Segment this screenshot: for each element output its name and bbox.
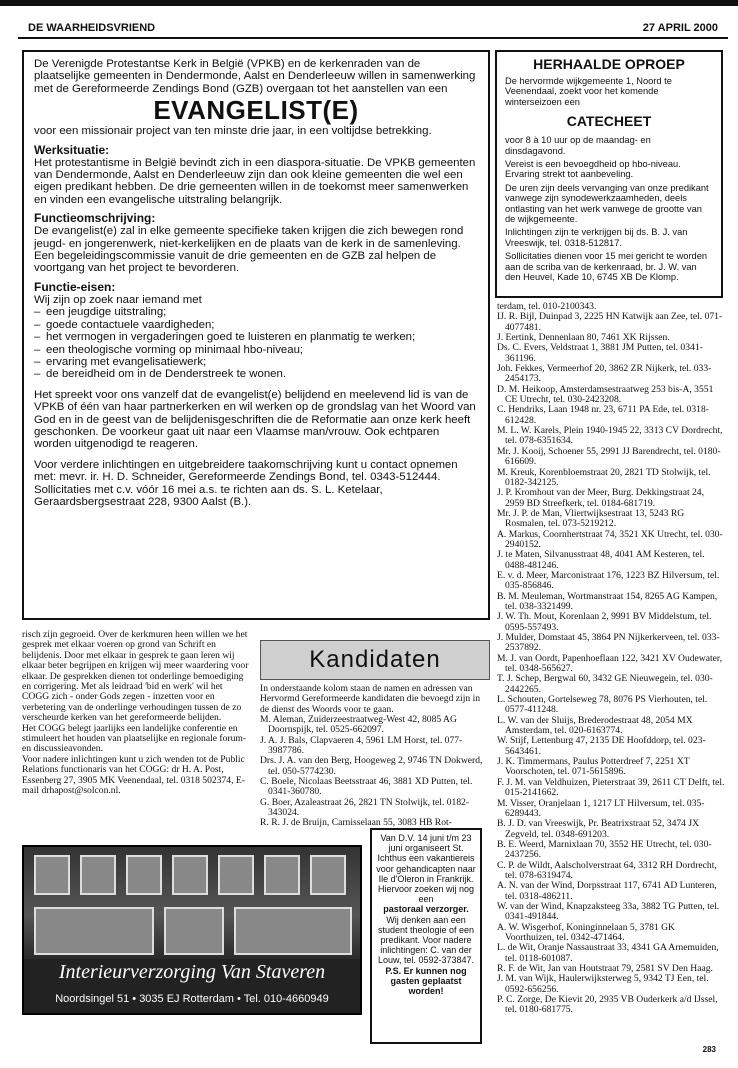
list-item: C. Boele, Nicolaas Beetsstraat 46, 3881 XD Putten, tel. 0341-360780. — [260, 776, 473, 798]
werk-text: Het protestantisme in België bevindt zich in een diaspora-situatie. De VPKB gemeenten van Dendermonde, Aalst en Denderleeuw zijn dan ook kleine gemeenten die wel een eigen predikant hebben. De drie gemeenten willen in de toekomst meer samenwerken en vinden een evangelische uitstraling belangrijk. — [34, 156, 476, 206]
list-item: terdam, tel. 010-2100343. — [497, 301, 597, 312]
kandidaten-list-continued — [497, 302, 725, 1016]
list-item: IJ. R. Bijl, Duinpad 3, 2225 HN Katwijk aan Zee, tel. 071-4077481. — [497, 311, 723, 333]
oproep-ad — [495, 50, 723, 298]
list-item: R. F. de Wit, Jan van Houtstraat 79, 2581 SV Den Haag. — [497, 963, 713, 974]
cogg-p1: risch zijn gegroeid. Over de kerkmuren heen willen we het gesprek met elkaar voeren op grond van Schrift en belijdenis. Door met elkaar in gesprek te gaan leren wij elkaar beter begrijpen en krijgen wij meer waardering voor elkaar. De gesprekken dienen tot onderlinge bemoediging en corrigering. Met als leidraad 'bid en werk' wil het COGG zich - onder Gods zegen - inzetten voor en verbetering van de onderlinge verhoudingen tussen de zo verscheurde kerken van het gereformeerde belijden. — [22, 629, 249, 724]
masthead-rule — [18, 37, 728, 39]
list-item: C. P. de Wildt, Aalscholverstraat 64, 3312 RH Dordrecht, tel. 078-6319474. — [497, 859, 717, 881]
ad-headline: EVANGELIST(E) — [153, 95, 359, 126]
list-item: D. M. Heikoop, Amsterdamsestraatweg 253 bis-A, 3551 CE Utrecht, tel. 030-2423208. — [497, 383, 714, 406]
ichthus-p1: Van D.V. 14 juni t/m 23 juni organiseert St. Ichthus een vakantiereis voor gehandicapten naar Ile d'Oleron in Frankrijk. Hiervoor zoeken wij nog een — [376, 833, 476, 905]
list-item: – goede contactuele vaardigheden; — [34, 319, 478, 331]
kandidaten-list — [260, 684, 490, 829]
contact-text: Voor verdere inlichtingen en uitgebreidere taakomschrijving kunt u contact opnemen met: mevr. ir. H. D. Schneider, Gereformeerde Zendings Bond, tel. 0343-512444. — [34, 458, 458, 484]
list-item: M. Aleman, Zuiderzeestraatweg-West 42, 8085 AG Doornspijk, tel. 0525-662097. — [260, 714, 457, 736]
interieur-brand: Interieurverzorging Van Staveren — [58, 961, 326, 983]
kandidaten-intro: In onderstaande kolom staan de namen en adressen van Hervormd Gereformeerde kandidaten die bevoegd zijn in de dienst des Woords voor te gaan. — [260, 683, 481, 715]
ichthus-ps: P.S. Er kunnen nog gasten geplaatst worden! — [385, 965, 467, 997]
oproep-p4: Inlichtingen zijn te verkrijgen bij ds. B. J. van Vreeswijk, tel. 0318-512817. — [505, 227, 688, 248]
list-item: W. Stijf, Lettenburg 47, 2135 DE Hoofddorp, tel. 023-5643461. — [497, 735, 706, 757]
kandidaten-header — [260, 640, 490, 680]
list-item: W. van der Wind, Knapzaksteeg 33a, 3882 TG Putten, tel. 0341-491844. — [497, 900, 720, 923]
list-item: L. de Wit, Oranje Nassaustraat 33, 4341 GA Arnemuiden, tel. 0118-601087. — [497, 942, 719, 964]
list-item: G. Boer, Azaleastraat 26, 2821 TN Stolwijk, tel. 0182-343024. — [260, 796, 470, 819]
list-item: R. R. J. de Bruijn, Carnisselaan 55, 3083 HB Rot- — [260, 817, 452, 829]
oproep-p5: Sollicitaties dienen voor 15 mei gericht te worden aan de scriba van de kerkenraad, br. J. W. van den Heuvel, Kade 10, 6745 XB De Klomp. — [505, 251, 708, 283]
list-item: Joh. Fekkes, Vermeerhof 20, 3862 ZR Nijkerk, tel. 033-2454173. — [497, 363, 712, 385]
functie-text: De evangelist(e) zal in elke gemeente specifieke taken krijgen die zich bewegen rond jeugd- en jongerenwerk, niet-kerkelijken en de plaats van de kerk in de samenleving. Een begeleidingscommissie vanuit de drie gemeenten en de GZB zal helpen de voortgang van het project te bevorderen. — [34, 225, 464, 275]
list-item: P. C. Zorge, De Kievit 20, 2935 VB Ouderkerk a/d IJssel, tel. 0180-681775. — [497, 994, 718, 1016]
eisen-intro: Wij zijn op zoek naar iemand met — [34, 293, 202, 306]
list-item: L. W. van der Sluijs, Brederodestraat 48, 2054 MX Amsterdam, tel. 020-6163774. — [497, 714, 693, 737]
functie-heading: Functieomschrijving: — [34, 211, 156, 226]
list-item: M. Kreuk, Korenbloemstraat 20, 2821 TD Stolwijk, tel. 0182-342125. — [497, 466, 711, 488]
cogg-article — [22, 630, 250, 797]
oproep-intro: De hervormde wijkgemeente 1, Noord te Veenendaal, zoekt voor het komende winterseizoen een — [505, 76, 672, 107]
interieur-ad — [22, 845, 362, 1015]
list-item: J. W. Th. Mout, Korenlaan 2, 9991 BV Middelstum, tel. 0595-557493. — [497, 611, 712, 633]
cogg-p3: Voor nadere inlichtingen kunt u zich wenden tot de Public Relations functionaris van het COGG: dr H. A. Post, Essenberg 27, 3905 MK Veenendaal, tel. 0318 502374, E-mail drhapost@solcon.nl. — [22, 753, 245, 797]
oproep-title: HERHAALDE OPROEP — [533, 56, 685, 72]
list-item: J. Eertink, Dennenlaan 80, 7461 XK Rijssen. — [497, 332, 670, 344]
list-item: J. A. J. Bals, Clapvaeren 4, 5961 LM Horst, tel. 077-3987786. — [260, 734, 463, 757]
evangelist-ad — [22, 50, 490, 620]
eisen-heading: Functie-eisen: — [34, 279, 116, 294]
list-item: M. J. van Oordt, Papenhoeflaan 122, 3421 XV Oudewater, tel. 0348-565627. — [497, 652, 723, 675]
oproep-p1: voor 8 à 10 uur op de maandag- en dinsdagavond. — [505, 135, 651, 156]
list-item: B. E. Weerd, Marnixlaan 70, 3552 HE Utrecht, tel. 030-2437256. — [497, 838, 712, 861]
list-item: M. L. W. Karels, Plein 1940-1945 22, 3313 CV Dordrecht, tel. 078-6351634. — [497, 425, 723, 447]
list-item: J. te Maten, Silvanusstraat 48, 4041 AM Kesteren, tel. 0488-481246. — [497, 549, 705, 571]
ichthus-bold: pastoraal verzorger. — [383, 904, 469, 915]
list-item: – ervaring met evangelisatiewerk; — [34, 356, 478, 368]
masthead-date: 27 APRIL 2000 — [642, 22, 718, 34]
oproep-p3: De uren zijn deels vervanging van onze predikant vanwege zijn synodewerkzaamheden, deels ontlasting van het werk vanwege de grootte van de wijkgemeente. — [505, 182, 709, 225]
list-item: T. J. Schep, Bergwal 60, 3432 GE Nieuwegein, tel. 030-2442265. — [497, 673, 713, 695]
page-number: 283 — [702, 1045, 716, 1054]
list-item: E. v. d. Meer, Marconistraat 176, 1223 BZ Hilversum, tel. 035-856846. — [497, 569, 720, 592]
storefront-photo — [24, 847, 360, 959]
list-item: J. P. Kromhout van der Meer, Burg. Dekkingstraat 24, 2959 BD Streefkerk, tel. 0184-681719. — [497, 487, 705, 509]
list-item: B. M. Meuleman, Wortmanstraat 154, 8265 AG Kampen, tel. 038-3321499. — [497, 590, 718, 612]
list-item: – de bereidheid om in de Denderstreek te wonen. — [34, 368, 478, 380]
oproep-title2: CATECHEET — [566, 113, 652, 130]
list-item: M. Visser, Oranjelaan 1, 1217 LT Hilversum, tel. 035-6289443. — [497, 797, 705, 819]
werk-heading: Werksituatie: — [34, 142, 110, 157]
list-item: A. W. Wisgerhof, Koninginnelaan 5, 3781 GK Voorthuizen, tel. 0342-471464. — [497, 921, 675, 943]
list-item: B. J. D. van Vreeswijk, Pr. Beatrixstraat 52, 3474 JX Zegveld, tel. 0348-691203. — [497, 818, 700, 840]
list-item: F. J. M. van Veldhuizen, Pieterstraat 39, 2611 CT Delft, tel. 015-2141662. — [497, 776, 725, 799]
list-item: – een jeugdige uitstraling; — [34, 306, 478, 318]
list-item: Ds. C. Evers, Veldstraat 1, 3881 JM Putten, tel. 0341-361196. — [497, 342, 703, 364]
list-item: A. N. van der Wind, Dorpsstraat 117, 6741 AD Lunteren, tel. 0318-486211. — [497, 880, 717, 902]
ichthus-ad — [370, 828, 482, 1044]
ad-sub: voor een missionair project van ten minste drie jaar, in een voltijdse betrekking. — [34, 125, 432, 138]
list-item: J. K. Timmermans, Paulus Potterdreef 7, 2251 XT Voorschoten, tel. 071-5615896. — [497, 756, 690, 778]
top-bar — [0, 0, 738, 6]
list-item: J. Mulder, Domstaat 45, 3864 PN Nijkerkerveen, tel. 033-2537892. — [497, 632, 720, 654]
masthead-title: DE WAARHEIDSVRIEND — [28, 22, 156, 34]
interieur-address: Noordsingel 51 • 3035 EJ Rotterdam • Tel. 010-4660949 — [55, 993, 329, 1005]
list-item: Mr. J. Kooij, Schoener 55, 2991 JJ Barendrecht, tel. 0180-616609. — [497, 445, 721, 468]
sollicit-text: Sollicitaties met c.v. vóór 16 mei a.s. te richten aan ds. S. L. Ketelaar, Geraardsbergsestraat 228, 9300 Aalst (B.). — [34, 483, 383, 508]
cogg-p2: Het COGG belegt jaarlijks een landelijke conferentie en stimuleert het houden van plaatselijke en regionale forum- en discussieavonden. — [22, 722, 247, 755]
list-item: A. Markus, Coornhertstraat 74, 3521 XK Utrecht, tel. 030-2940152. — [497, 528, 723, 550]
eisen-list — [34, 306, 478, 380]
list-item: J. M. van Wijk, Haulerwijksterweg 5, 9342 TJ Een, tel. 0592-656256. — [497, 973, 709, 995]
oproep-p2: Vereist is een bevoegdheid op hbo-niveau. Ervaring strekt tot aanbeveling. — [505, 159, 681, 180]
list-item: – het vermogen in vergaderingen goed te luisteren en planmatig te werken; — [34, 331, 478, 343]
ichthus-p2: Wij denken aan een student theologie of een predikant. Voor nadere inlichtingen: C. van der Louw, tel. 0592-373847. — [377, 914, 475, 966]
ad-intro: De Verenigde Protestantse Kerk in België (VPKB) en de kerkenraden van de plaatselijke gemeenten in Dendermonde, Aalst en Denderleeuw willen in samenwerking met de Gereformeerde Zendings Bond (GZB) overgaan tot het aanstellen van een — [34, 58, 476, 95]
list-item: C. Hendriks, Laan 1948 nr. 23, 6711 PA Ede, tel. 0318-612428. — [497, 404, 709, 426]
list-item: L. Schouten, Gortelseweg 78, 8076 PS Vierhouten, tel. 0577-411248. — [497, 694, 708, 716]
kandidaten-title: Kandidaten — [309, 646, 441, 673]
list-item: Mr. J. P. de Man, Vliertwijksestraat 13, 5243 RG Rosmalen, tel. 073-5219212. — [497, 507, 685, 530]
list-item: Drs. J. A. van den Berg, Hoogeweg 2, 9746 TN Dokwerd, tel. 050-5774230. — [260, 755, 483, 777]
verwacht-text: Het spreekt voor ons vanzelf dat de evangelist(e) belijdend en meelevend lid is van de VPKB of één van haar partnerkerken en wil werken op de grondslag van het Woord van God en in de geest van de belijdenisgeschriften die de Reformatie aan onze kerk heeft geschonken. De voorkeur gaat uit naar een Vlaamse man/vrouw. Ook echtparen worden uitgenodigd te reageren. — [34, 388, 476, 451]
list-item: – een theologische vorming op minimaal hbo-niveau; — [34, 344, 478, 356]
